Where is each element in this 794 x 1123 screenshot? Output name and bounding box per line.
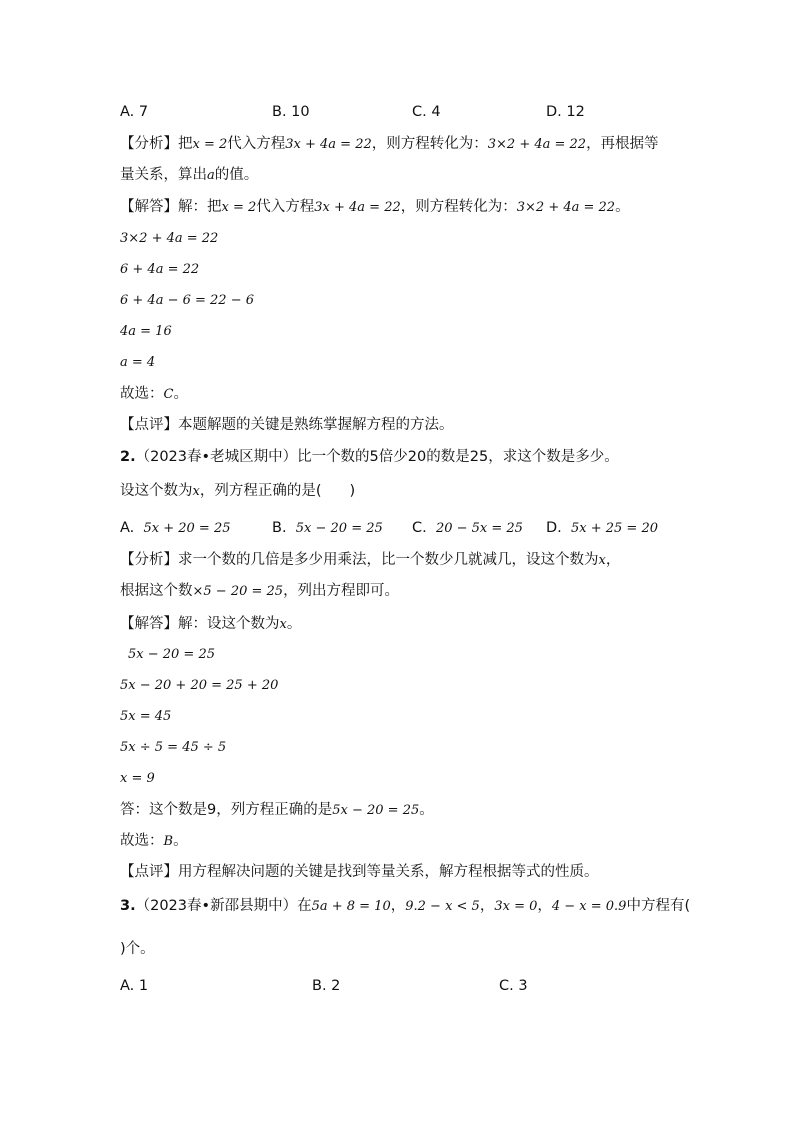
q3-stem-line2: )个。 (120, 941, 155, 957)
comment-tag: 【点评】 (120, 417, 178, 433)
q1-step-5: a = 4 (120, 355, 156, 370)
q1-option-d: D. 12 (546, 104, 585, 120)
q2-analysis-line2: 根据这个数×5 − 20 = 25，列出方程即可。 (120, 583, 400, 599)
q1-analysis-line2: 量关系，算出a的值。 (120, 167, 259, 183)
q2-option-b: B. 5x − 20 = 25 (272, 520, 383, 536)
q1-step-3: 6 + 4a − 6 = 22 − 6 (120, 293, 255, 308)
q1-step-4: 4a = 16 (120, 324, 172, 339)
analysis-tag: 【分析】 (120, 136, 178, 152)
q1-option-a: A. 7 (120, 104, 149, 120)
q1-option-b: B. 10 (272, 104, 310, 120)
q2-step-3: 5x = 45 (120, 709, 172, 724)
q2-answer-line: 【解答】解：设这个数为x。 (120, 616, 302, 632)
q2-number: 2. (120, 449, 136, 465)
q1-answer-line: 【解答】解：把x = 2代入方程3x + 4a = 22，则方程转化为：3×2 + 4a = 22。 (120, 199, 630, 215)
q1-choice: 故选：C。 (120, 386, 188, 402)
q2-analysis-line1: 【分析】求一个数的几倍是多少用乘法，比一个数少几就减几，设这个数为x， (120, 552, 621, 568)
q1-analysis-line1: 【分析】把x = 2代入方程3x + 4a = 22，则方程转化为：3×2 + 4a = 22，再根据等 (120, 136, 659, 152)
q1-step-1: 3×2 + 4a = 22 (120, 231, 219, 246)
answer-tag: 【解答】 (120, 199, 178, 215)
q2-step-4: 5x ÷ 5 = 45 ÷ 5 (120, 740, 227, 755)
q2-option-a: A. 5x + 20 = 25 (120, 520, 231, 536)
comment-tag: 【点评】 (120, 864, 178, 880)
q3-stem-line1: 3.（2023春•新邵县期中）在5a + 8 = 10，9.2 − x < 5，3x = 0，4 − x = 0.9中方程有( (120, 898, 691, 914)
q2-comment: 【点评】用方程解决问题的关键是找到等量关系，解方程根据等式的性质。 (120, 864, 599, 880)
q1-step-2: 6 + 4a = 22 (120, 262, 200, 277)
q3-number: 3. (120, 898, 136, 914)
q2-step-2: 5x − 20 + 20 = 25 + 20 (120, 678, 279, 693)
analysis-tag: 【分析】 (120, 552, 178, 568)
q3-option-a: A. 1 (120, 978, 149, 994)
q2-step-5: x = 9 (120, 771, 155, 786)
q3-option-c: C. 3 (499, 978, 528, 994)
q2-option-c: C. 20 − 5x = 25 (412, 520, 523, 536)
q1-comment: 【点评】本题解题的关键是熟练掌握解方程的方法。 (120, 417, 454, 433)
q1-option-c: C. 4 (412, 104, 441, 120)
q2-stem-line1: 2.（2023春•老城区期中）比一个数的5倍少20的数是25，求这个数是多少。 (120, 449, 619, 465)
q2-choice: 故选：B。 (120, 833, 188, 849)
answer-tag: 【解答】 (120, 616, 178, 632)
q3-option-b: B. 2 (312, 978, 341, 994)
q2-step-1: 5x − 20 = 25 (128, 647, 216, 662)
q2-reply: 答：这个数是9，列方程正确的是5x − 20 = 25。 (120, 802, 434, 818)
q2-stem-line2: 设这个数为x，列方程正确的是( ) (120, 483, 356, 499)
q2-option-d: D. 5x + 25 = 20 (546, 520, 659, 536)
